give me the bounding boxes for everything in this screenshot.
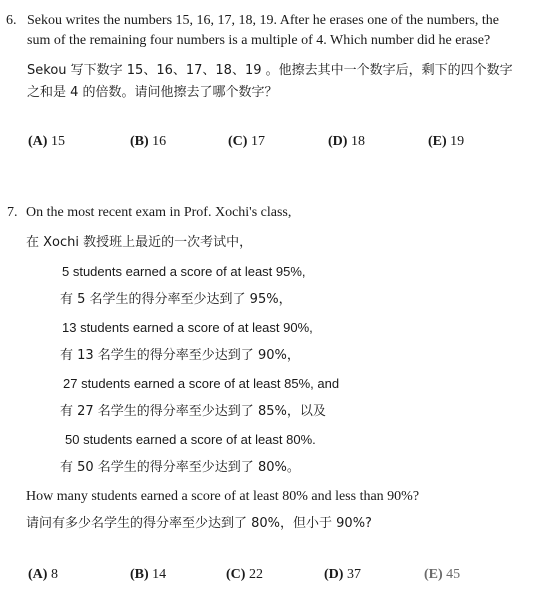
q7-number: 7. <box>7 205 18 220</box>
q7-choice-b <box>130 567 166 583</box>
q6-choice-c-value: 17 <box>250 134 265 149</box>
q6-choice-c <box>228 134 265 150</box>
q7-item-1-en: 5 students earned a score of at least 95%, <box>62 264 306 279</box>
q6-choice-a-label: (A) <box>28 134 48 149</box>
q7-item-2-en: 13 students earned a score of at least 90%, <box>62 320 313 335</box>
q6-choice-a-value: 15 <box>50 134 65 149</box>
q6-text-en-line1: Sekou writes the numbers 15, 16, 17, 18, 19. After he erases one of the numbers, the <box>27 13 500 28</box>
q7-choice-a <box>28 567 58 583</box>
q6-choice-d-value: 18 <box>350 134 365 149</box>
q7-question-zh: 请问有多少名学生的得分率至少达到了 80%，但小于 90%? <box>26 516 372 531</box>
q7-choice-b-value: 14 <box>152 567 167 582</box>
q6-choice-b-value: 16 <box>152 134 167 149</box>
q7-choice-d-value: 37 <box>346 567 361 582</box>
q7-choice-b-label: (B) <box>130 567 149 582</box>
q7-choice-d-label: (D) <box>324 567 344 582</box>
q6-choice-d-label: (D) <box>328 134 348 149</box>
q6-choice-c-label: (C) <box>228 134 248 149</box>
q6-text-zh-line1: Sekou 写下数字 15、16、17、18、19 。他擦去其中一个数字后，剩下的四个数字 <box>27 63 513 78</box>
q7-item-1-zh: 有 5 名学生的得分率至少达到了 95%， <box>60 292 292 307</box>
q7-question-en: How many students earned a score of at least 80% and less than 90%? <box>26 489 420 504</box>
q6-text-zh-line2: 之和是 4 的倍数。请问他擦去了哪个数字？ <box>27 85 278 100</box>
q7-item-2-zh: 有 13 名学生的得分率至少达到了 90%， <box>60 348 300 363</box>
q6-choice-b <box>130 134 166 150</box>
q7-choice-c-value: 22 <box>248 567 263 582</box>
q6-choice-e-label: (E) <box>428 134 447 149</box>
q7-intro-en: On the most recent exam in Prof. Xochi's class, <box>26 205 292 220</box>
q6-text-en-line2: sum of the remaining four numbers is a multiple of 4. Which number did he erase? <box>27 33 491 48</box>
q7-choice-d <box>324 567 361 583</box>
q7-item-4-zh: 有 50 名学生的得分率至少达到了 80%。 <box>60 460 300 475</box>
q7-choice-e-label: (E) <box>424 567 443 582</box>
q7-choice-c <box>226 567 263 583</box>
q7-item-4-en: 50 students earned a score of at least 80%. <box>65 432 316 447</box>
q6-choice-d <box>328 134 365 150</box>
q7-choice-e <box>424 567 460 583</box>
q7-choice-c-label: (C) <box>226 567 246 582</box>
q6-choice-a <box>28 134 65 150</box>
q7-choice-a-label: (A) <box>28 567 48 582</box>
q6-choice-b-label: (B) <box>130 134 149 149</box>
q6-choice-e <box>428 134 464 150</box>
q7-intro-zh: 在 Xochi 教授班上最近的一次考试中， <box>26 235 253 250</box>
q6-choice-e-value: 19 <box>450 134 465 149</box>
q7-choice-a-value: 8 <box>50 567 58 582</box>
q7-choice-e-value: 45 <box>446 567 461 582</box>
q6-number: 6. <box>6 13 17 28</box>
q7-item-3-zh: 有 27 名学生的得分率至少达到了 85%，以及 <box>60 404 326 419</box>
q7-item-3-en: 27 students earned a score of at least 85%, and <box>63 376 340 391</box>
